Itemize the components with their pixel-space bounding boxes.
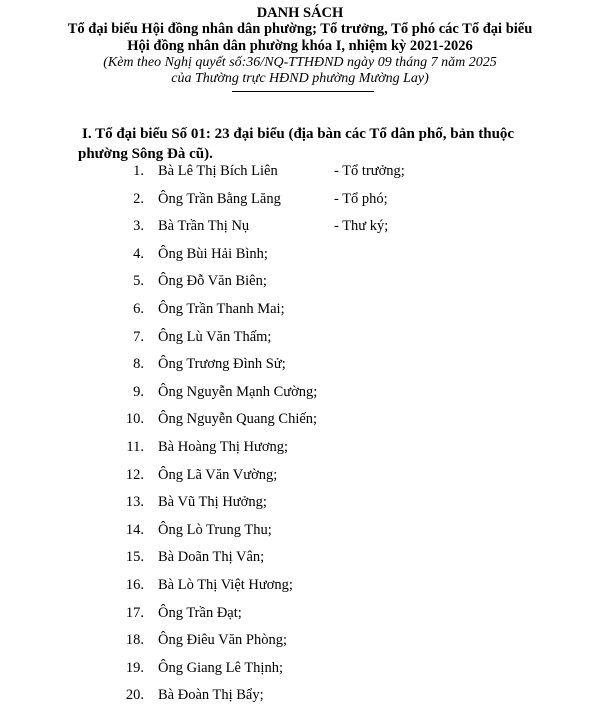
list-item-number: 16. — [125, 577, 144, 593]
list-item-number: 17. — [125, 604, 144, 621]
list-item — [0, 298, 600, 320]
list-item — [0, 491, 600, 513]
list-item-name: Bà Lê Thị Bích Liên — [158, 163, 278, 179]
list-item-name: Ông Giang Lê Thịnh; — [158, 659, 283, 676]
list-item-number: 10. — [125, 411, 144, 428]
section-heading — [78, 124, 582, 164]
list-item-name: Ông Nguyễn Quang Chiến; — [158, 411, 318, 428]
list-item-name: Bà Lò Thị Việt Hương; — [158, 577, 293, 593]
section-heading-line2: phường Sông Đà cũ). — [78, 146, 213, 162]
list-item — [0, 326, 600, 348]
list-item — [0, 684, 600, 706]
list-item — [0, 602, 600, 624]
list-item — [0, 546, 600, 568]
list-item — [0, 574, 600, 596]
document-title: DANH SÁCH — [256, 5, 344, 21]
list-item-name: Ông Điêu Văn Phòng; — [158, 632, 288, 649]
list-item-name: Ông Đỗ Văn Biên; — [158, 273, 267, 290]
list-item-name: Bà Vũ Thị Hưởng; — [158, 494, 267, 511]
list-item — [0, 188, 600, 210]
list-item — [0, 381, 600, 403]
list-item — [0, 160, 600, 182]
list-item-number: 6. — [133, 301, 144, 317]
resolution-reference-line2: của Thường trực HĐND phường Mường Lay) — [171, 71, 429, 86]
list-item-name: Ông Lù Văn Thấm; — [158, 328, 272, 345]
list-item-name: Ông Lã Văn Vường; — [158, 466, 278, 483]
list-item-number: 13. — [125, 494, 144, 511]
list-item-name: Ông Trần Bằng Lăng — [158, 190, 281, 207]
list-item-name: Ông Nguyễn Mạnh Cường; — [158, 383, 318, 400]
list-item — [0, 519, 600, 541]
list-item-name: Ông Trần Đạt; — [158, 604, 242, 621]
list-item-number: 3. — [133, 218, 144, 235]
list-item-name: Ông Lò Trung Thu; — [158, 521, 272, 538]
list-item-number: 5. — [133, 273, 144, 290]
list-item — [0, 353, 600, 375]
list-item — [0, 270, 600, 292]
list-item — [0, 243, 600, 265]
list-item-number: 20. — [125, 687, 144, 704]
list-item — [0, 657, 600, 679]
list-item-name: Ông Trần Thanh Mai; — [158, 301, 285, 317]
list-item-role: - Tổ trưởng; — [334, 163, 405, 179]
list-item-role: - Tổ phó; — [334, 190, 388, 207]
list-item — [0, 215, 600, 237]
list-item-name: Bà Trần Thị Nụ — [158, 218, 250, 235]
list-item-number: 9. — [133, 383, 144, 400]
list-item-number: 8. — [133, 356, 144, 373]
list-item-number: 19. — [125, 659, 144, 676]
list-item-role: - Thư ký; — [334, 218, 389, 235]
document-subtitle-line1: Tổ đại biểu Hội đồng nhân dân phường; Tổ trưởng, Tổ phó các Tổ đại biểu — [67, 21, 533, 37]
list-item-number: 7. — [133, 328, 144, 345]
header-divider — [232, 91, 374, 92]
list-item-number: 12. — [125, 466, 144, 483]
list-item-number: 18. — [125, 632, 144, 649]
list-item — [0, 408, 600, 430]
list-item-name: Bà Doãn Thị Vân; — [158, 549, 265, 566]
list-item-name: Ông Bùi Hải Bình; — [158, 245, 268, 262]
list-item-number: 2. — [133, 190, 144, 207]
list-item — [0, 464, 600, 486]
list-item-name: Bà Đoàn Thị Bẩy; — [158, 687, 264, 704]
list-item-name: Bà Hoàng Thị Hương; — [158, 439, 289, 455]
list-item-name: Ông Trương Đình Sử; — [158, 356, 286, 373]
list-item-number: 4. — [133, 245, 144, 262]
list-item-number: 11. — [126, 439, 144, 455]
list-item-number: 15. — [125, 549, 144, 566]
section-heading-line1: I. Tổ đại biểu Số 01: 23 đại biểu (địa bàn các Tổ dân phố, bản thuộc — [82, 126, 515, 142]
resolution-reference-line1: (Kèm theo Nghị quyết số:36/NQ-TTHĐND ngày 09 tháng 7 năm 2025 — [103, 55, 497, 70]
document-subtitle-line2: Hội đồng nhân dân phường khóa I, nhiệm kỳ 2021-2026 — [127, 38, 473, 54]
list-item-number: 1. — [133, 163, 144, 179]
list-item — [0, 629, 600, 651]
list-item — [0, 436, 600, 458]
list-item-number: 14. — [125, 521, 144, 538]
